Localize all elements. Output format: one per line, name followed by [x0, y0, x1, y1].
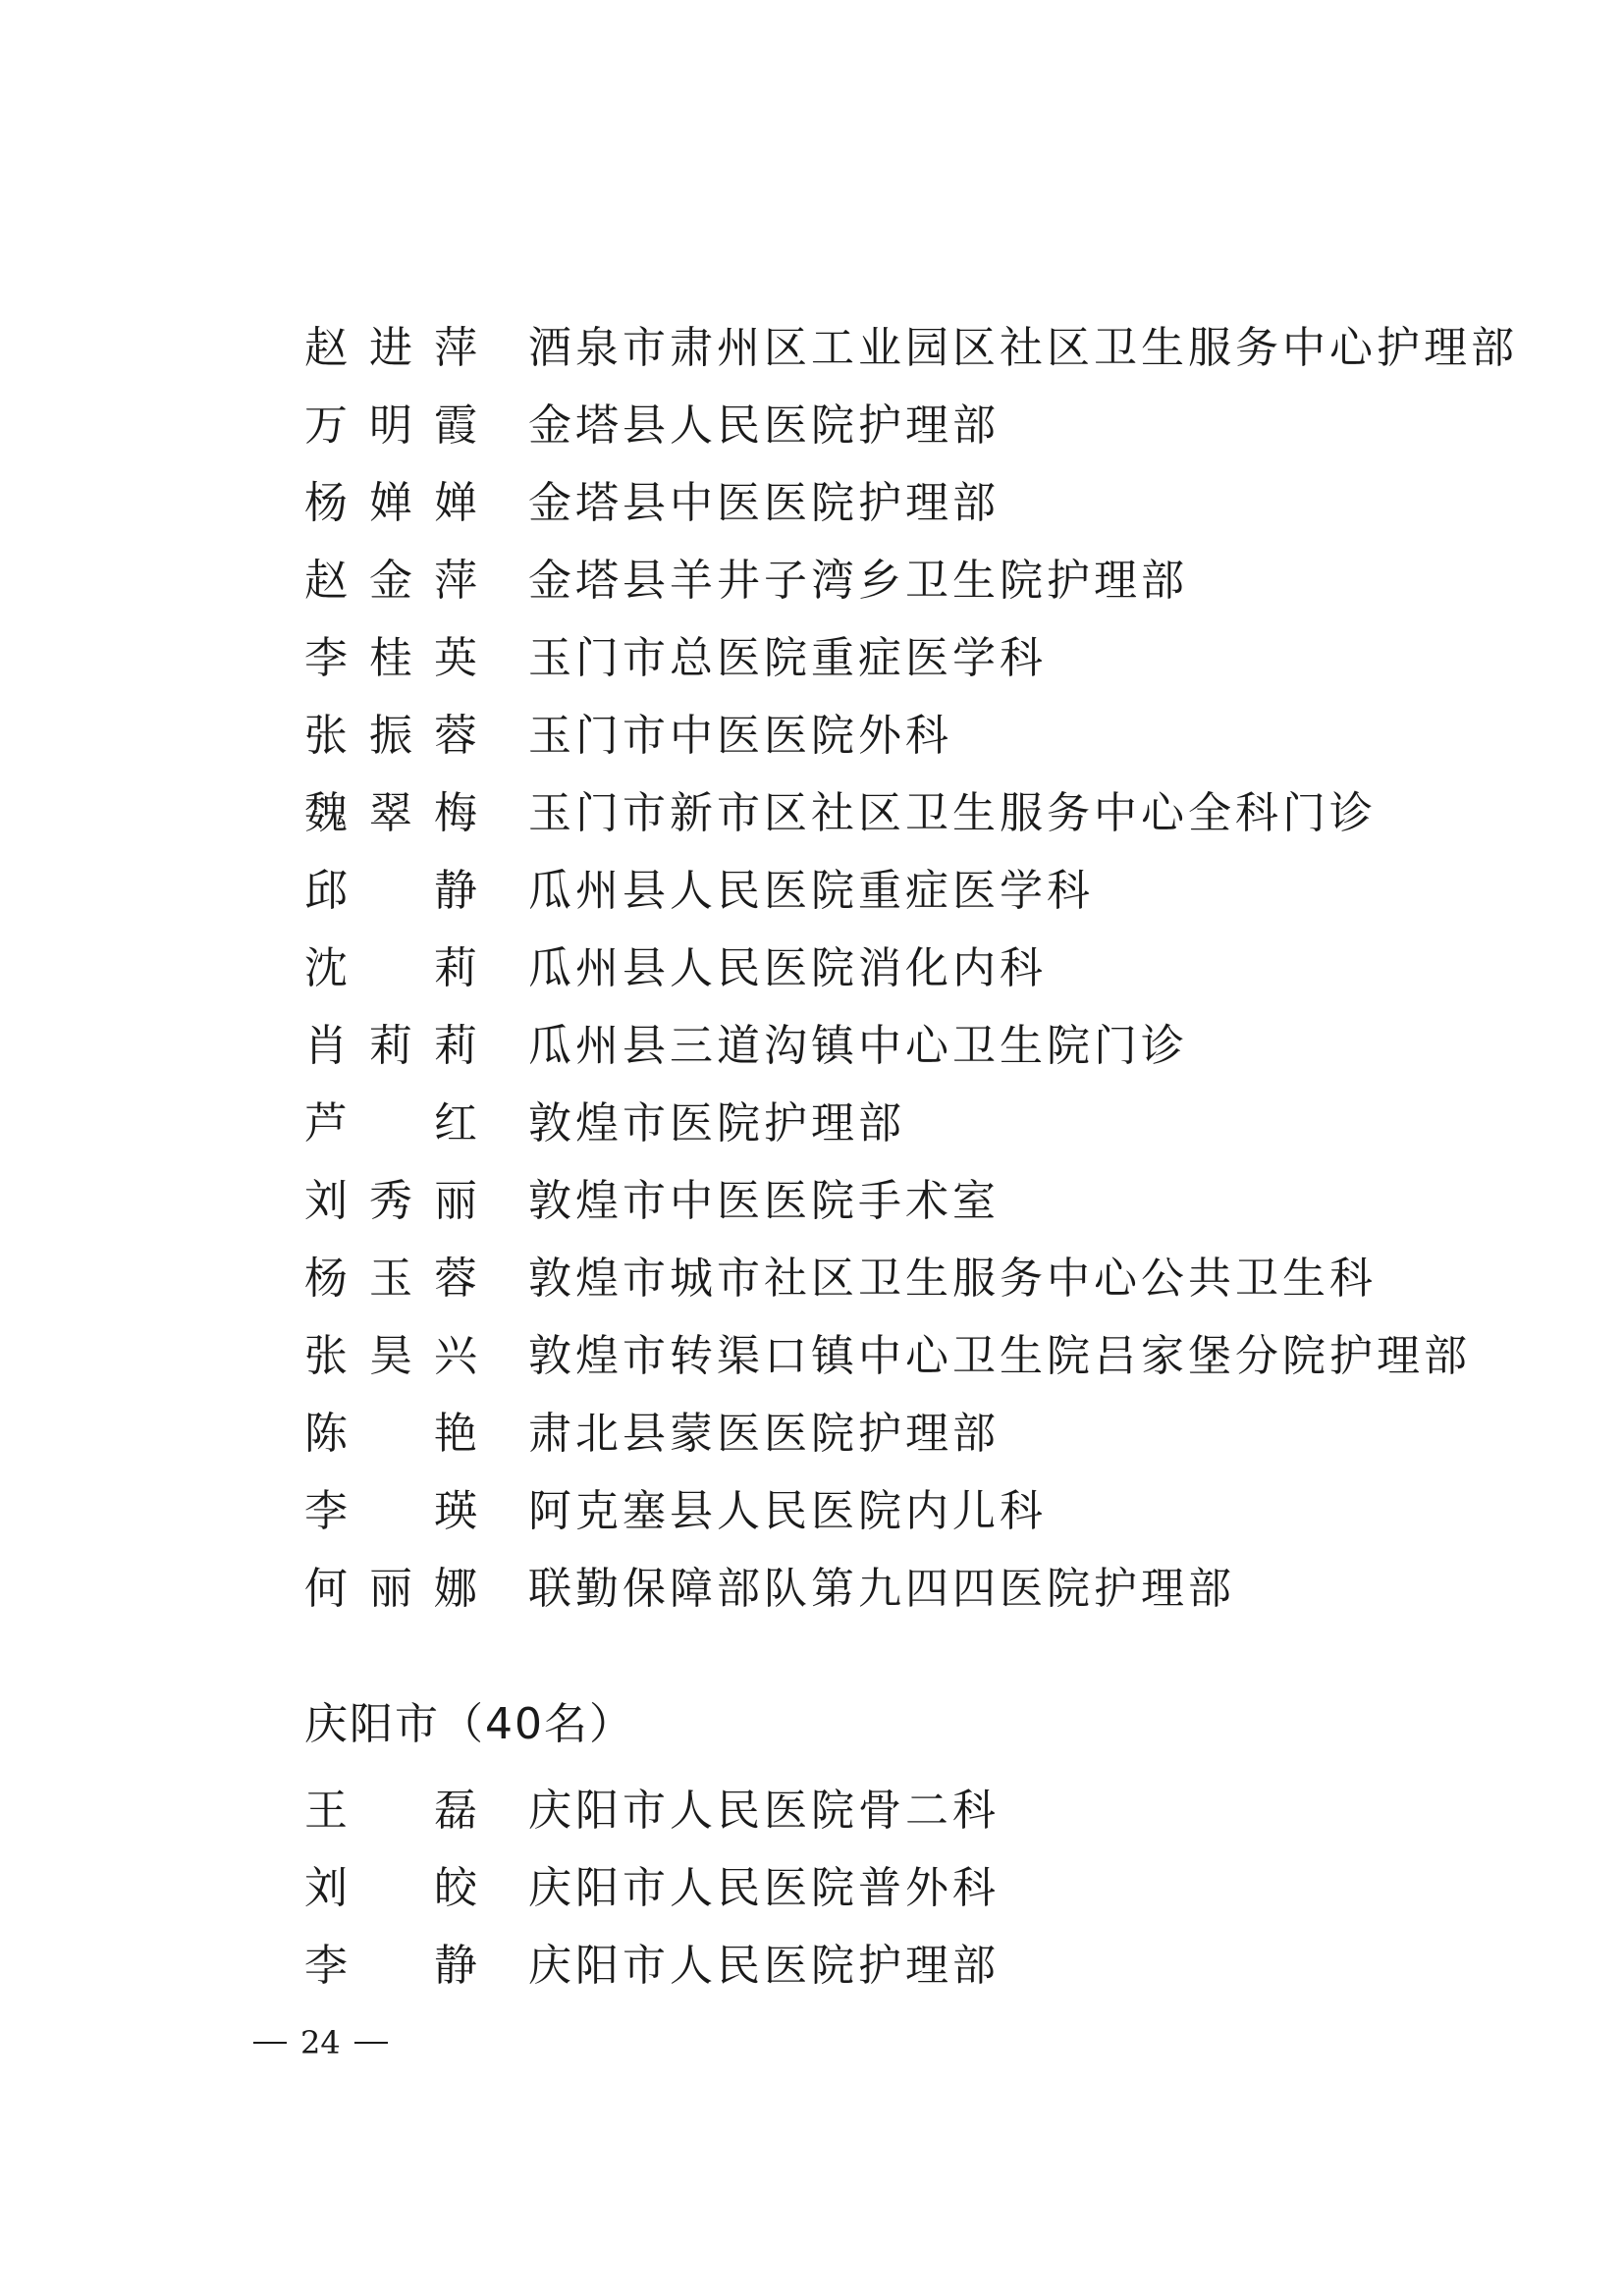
person-name: 刘 皎	[304, 1862, 481, 1913]
organization: 瓜州县人民医院重症医学科	[528, 865, 1094, 916]
list-item	[304, 1468, 1483, 1545]
person-name: 沈 莉	[304, 942, 481, 993]
organization: 玉门市中医医院外科	[528, 710, 952, 761]
list-item	[304, 1312, 1483, 1390]
person-name: 肖 莉 莉	[304, 1020, 481, 1071]
organization: 金塔县中医医院护理部	[528, 477, 1000, 528]
person-name: 赵 进 萍	[304, 322, 481, 373]
person-name: 陈 艳	[304, 1408, 481, 1459]
person-name: 芦 红	[304, 1097, 481, 1148]
list-item	[304, 382, 1483, 459]
organization: 敦煌市转渠口镇中心卫生院吕家堡分院护理部	[528, 1330, 1471, 1381]
list-item	[304, 1002, 1483, 1080]
list-item	[304, 1545, 1483, 1623]
list-item	[304, 1767, 1483, 1844]
person-name: 张 昊 兴	[304, 1330, 481, 1381]
list-item	[304, 1235, 1483, 1312]
organization: 玉门市新市区社区卫生服务中心全科门诊	[528, 787, 1377, 838]
section-entry-list	[304, 1767, 1483, 2000]
list-item	[304, 925, 1483, 1002]
person-name: 王 磊	[304, 1785, 481, 1836]
list-item	[304, 537, 1483, 614]
section-heading: 庆阳市（40名）	[304, 1698, 634, 1749]
organization: 庆阳市人民医院骨二科	[528, 1785, 1000, 1836]
person-name: 刘 秀 丽	[304, 1175, 481, 1226]
dash-right	[354, 2042, 388, 2044]
organization: 玉门市总医院重症医学科	[528, 632, 1047, 683]
organization: 敦煌市医院护理部	[528, 1097, 905, 1148]
person-name: 万 明 霞	[304, 400, 481, 451]
list-item	[304, 1080, 1483, 1157]
person-name: 杨 婵 婵	[304, 477, 481, 528]
list-item	[304, 1844, 1483, 1922]
organization: 联勤保障部队第九四四医院护理部	[528, 1563, 1235, 1614]
list-item	[304, 692, 1483, 770]
list-item	[304, 459, 1483, 537]
entry-list	[304, 304, 1518, 1623]
list-item	[304, 614, 1483, 692]
organization: 瓜州县三道沟镇中心卫生院门诊	[528, 1020, 1188, 1071]
organization: 肃北县蒙医医院护理部	[528, 1408, 1000, 1459]
person-name: 魏 翠 梅	[304, 787, 481, 838]
person-name: 李 静	[304, 1940, 481, 1991]
organization: 敦煌市城市社区卫生服务中心公共卫生科	[528, 1253, 1377, 1304]
list-item	[304, 1157, 1483, 1235]
organization: 金塔县人民医院护理部	[528, 400, 1000, 451]
list-item	[304, 847, 1483, 925]
organization: 庆阳市人民医院普外科	[528, 1862, 1000, 1913]
list-item	[304, 1922, 1483, 2000]
organization: 敦煌市中医医院手术室	[528, 1175, 1000, 1226]
person-name: 李 瑛	[304, 1485, 481, 1536]
dash-left	[253, 2042, 287, 2044]
person-name: 杨 玉 蓉	[304, 1253, 481, 1304]
organization: 金塔县羊井子湾乡卫生院护理部	[528, 555, 1188, 606]
person-name: 何 丽 娜	[304, 1563, 481, 1614]
person-name: 邱 静	[304, 865, 481, 916]
page-number	[253, 2024, 388, 2061]
organization: 阿克塞县人民医院内儿科	[528, 1485, 1047, 1536]
page-number-value: 24	[300, 2024, 341, 2061]
list-item	[304, 770, 1483, 847]
list-item	[304, 304, 1518, 382]
organization: 酒泉市肃州区工业园区社区卫生服务中心护理部	[528, 322, 1518, 373]
organization: 庆阳市人民医院护理部	[528, 1940, 1000, 1991]
list-item	[304, 1390, 1483, 1468]
person-name: 李 桂 英	[304, 632, 481, 683]
organization: 瓜州县人民医院消化内科	[528, 942, 1047, 993]
person-name: 赵 金 萍	[304, 555, 481, 606]
person-name: 张 振 蓉	[304, 710, 481, 761]
